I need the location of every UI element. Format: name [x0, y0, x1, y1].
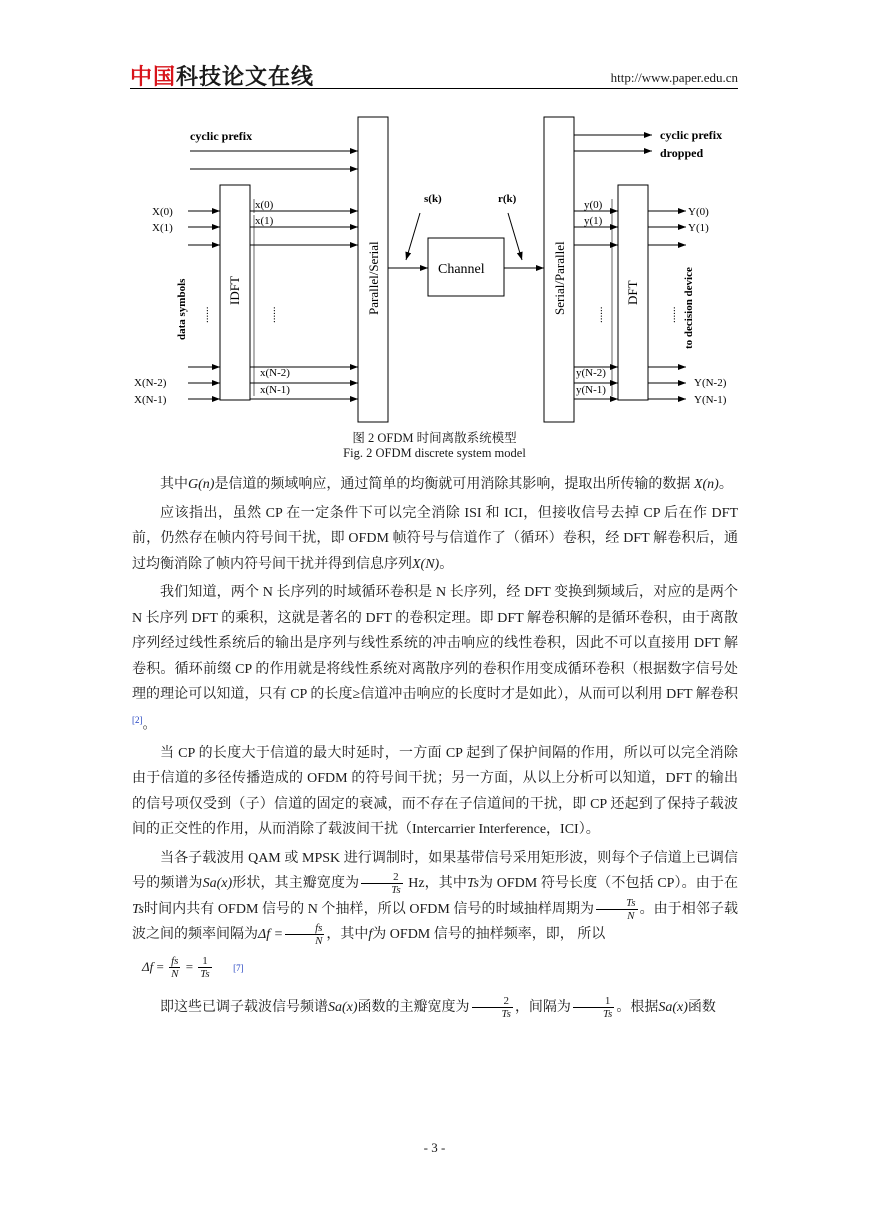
frac-den: N	[171, 968, 179, 981]
eq-equals-1: =	[156, 958, 164, 974]
p3-text-a: 我们知道，两个 N 长序列的时域循环卷积是 N 长序列，经 DFT 变换到频域后，对应的是两个 N 长序列 DFT 的乘积，这就是著名的 DFT 的卷积定理。即 DFT 解卷积解的是循环卷积，由于离散序列经过线性系统后的输出是序列与线性系统的冲击响应的线性卷积，因此不可以直接用 DFT 解卷积。循环前缀 CP 的作用就是将线性系统对离散序列的卷积作用变成循环卷积（根据数字信号处理的理论可以知道，只有 CP 的长度≥信道冲击响应的长度时才是如此），从而可以利用 DFT 解卷积	[132, 585, 738, 702]
p5-math-Ts-1: Ts	[466, 876, 479, 892]
frac-num: fs	[285, 922, 324, 935]
decision-device-label: to decision device	[683, 267, 695, 349]
paragraph-5	[132, 846, 738, 948]
frac-den: Ts	[200, 968, 210, 981]
p6-math-Sax-2: Sa(x)	[658, 1000, 688, 1016]
p5-math-f: f	[368, 927, 373, 943]
YN1-output-label: Y(N-1)	[694, 394, 727, 406]
x1-input-label: X(1)	[152, 222, 173, 234]
yn1-label: y(N-1)	[576, 384, 606, 396]
frac-num: Ts	[596, 897, 637, 910]
cyclic-prefix-label: cyclic prefix	[190, 129, 253, 143]
p6-frac-2-over-Ts	[472, 995, 513, 1020]
y0-label: y(0)	[584, 199, 603, 211]
p2-text-a: 应该指出，虽然 CP 在一定条件下可以完全消除 ISI 和 ICI，但接收信号去掉 CP 后在作 DFT 前，仍然存在帧内符号间干扰，即 OFDM 帧符号与信道作了（循环）卷积，经 DFT 解卷积后，通过均衡消除了帧内符号间干扰并得到信息序列	[132, 505, 738, 572]
idft-label: IDFT	[227, 276, 242, 305]
p5-text-a: 当各子载波用 QAM 或 MPSK 进行调制时，如果基带信号采用矩形波，则每个子信道上已调信号的频谱为	[132, 850, 738, 892]
page-number: - 3 -	[423, 1140, 446, 1155]
p5-frac-2-over-Ts	[361, 871, 402, 896]
paragraph-4: 当 CP 的长度大于信道的最大时延时，一方面 CP 起到了保护间隔的作用，所以可以完全消除由于信道的多径传播造成的 OFDM 的符号间干扰；另一方面，从以上分析可以知道，DFT 的输出的信号项仅受到（子）信道的固定的衰减，而不存在子信道间的干扰，即 CP 还起到了保持子载波间的正交性的作用，从而消除了载波间干扰（Intercarrier Interference，ICI）。	[132, 745, 738, 838]
frac-den: Ts	[391, 884, 401, 897]
frac-num: 2	[472, 995, 513, 1008]
xn1-input-label: X(N-1)	[134, 394, 167, 406]
frac-den: Ts	[501, 1008, 511, 1021]
p6-text-e: 函数	[687, 1000, 716, 1016]
frac-num: fs	[171, 955, 179, 968]
p5-math-df: Δf =	[258, 927, 284, 943]
Y1-output-label: Y(1)	[688, 222, 709, 234]
YN2-output-label: Y(N-2)	[694, 377, 727, 389]
p3-reference[interactable]: [2]	[132, 714, 143, 725]
sk-label: s(k)	[424, 193, 442, 205]
p6-text-d: 。根据	[616, 1000, 659, 1016]
input-dots: ......	[199, 306, 211, 323]
Y0-output-label: Y(0)	[688, 206, 709, 218]
output-dots: ......	[666, 306, 678, 323]
eq-df: Δf	[142, 958, 154, 974]
paragraph-3	[132, 580, 738, 738]
xn1-label: x(N-1)	[260, 384, 290, 396]
eq-frac-fs-over-N	[169, 955, 180, 980]
p6-math-Sax-1: Sa(x)	[328, 1000, 358, 1016]
rk-label: r(k)	[498, 193, 517, 205]
paragraph-1	[132, 472, 738, 498]
mid-dots-2: ......	[593, 306, 605, 323]
p5-text-c: Hz，其中	[404, 876, 467, 892]
x1-label: x(1)	[255, 215, 274, 227]
p6-text-c: ，间隔为	[514, 1000, 571, 1016]
p5-text-e: 时间内共有 OFDM 信号的 N 个抽样，所以 OFDM 信号的时域抽样周期为	[143, 901, 595, 917]
header-url: http://www.paper.edu.cn	[610, 70, 738, 85]
p1-text-c: 。	[718, 477, 733, 492]
eq-reference[interactable]: [7]	[233, 962, 244, 973]
mid-dots-1: ......	[266, 306, 278, 323]
parallel-serial-label: Parallel/Serial	[366, 241, 381, 315]
p1-text-b: 是信道的频域响应，通过简单的均衡就可用消除其影响，提取出所传输的数据	[214, 477, 691, 492]
frac-den: N	[627, 909, 635, 922]
p5-text-h: 为 OFDM 信号的抽样频率，即， 所以	[372, 927, 606, 943]
p5-text-f: 。由于相邻子载波之间的频率间隔为	[132, 901, 738, 943]
yn2-label: y(N-2)	[576, 367, 606, 379]
logo-black-text: 科技论文在线	[176, 65, 315, 90]
p5-math-Sax: Sa(x)	[202, 876, 233, 892]
y1-label: y(1)	[584, 215, 603, 227]
x0-label: x(0)	[255, 199, 274, 211]
figure-caption-cn: 图 2 OFDM 时间离散系统模型	[352, 431, 517, 445]
p2-text-b: 。	[439, 556, 454, 572]
paragraph-6	[132, 995, 738, 1021]
frac-num: 1	[573, 995, 614, 1008]
xn2-input-label: X(N-2)	[134, 377, 167, 389]
logo-red-text: 中国	[130, 65, 177, 90]
channel-label: Channel	[438, 262, 485, 277]
cyclic-prefix-dropped-label-2: dropped	[660, 146, 704, 160]
p5-text-d: 为 OFDM 符号长度（不包括 CP）。由于在	[478, 876, 738, 892]
equation-df	[132, 954, 738, 982]
dft-label: DFT	[625, 280, 640, 305]
cyclic-prefix-dropped-label-1: cyclic prefix	[660, 128, 723, 142]
p6-text-a: 即这些已调子载波信号频谱	[160, 1000, 328, 1016]
figure-caption-en: Fig. 2 OFDM discrete system model	[343, 446, 526, 460]
data-symbols-label: data symbols	[176, 278, 188, 340]
frac-den: Ts	[602, 1008, 613, 1021]
xn2-label: x(N-2)	[260, 367, 290, 379]
p6-text-b: 函数的主瓣宽度为	[357, 1000, 470, 1016]
p2-math-XN: X(N)	[412, 556, 440, 572]
journal-logo	[130, 60, 314, 91]
ofdm-system-diagram	[130, 105, 740, 435]
p5-frac-Ts-over-N	[596, 897, 637, 922]
body-text	[132, 472, 738, 1024]
p1-text-a: 其中	[160, 477, 188, 492]
serial-parallel-label: Serial/Parallel	[552, 241, 567, 315]
p1-math-Gn: G(n)	[188, 477, 215, 492]
p1-math-Xn: X(n)	[693, 477, 719, 492]
frac-den: N	[315, 935, 323, 948]
header-rule	[130, 88, 738, 89]
p5-text-g: ，其中	[326, 927, 369, 943]
p5-frac-fs-over-N	[285, 922, 324, 947]
p3-text-b: 。	[142, 717, 157, 733]
paragraph-2	[132, 501, 738, 578]
x0-input-label: X(0)	[152, 206, 173, 218]
eq-frac-1-over-Ts	[198, 955, 211, 980]
p5-text-b: 形状，其主瓣宽度为	[232, 876, 360, 892]
frac-num: 2	[361, 871, 402, 884]
p5-math-Ts-2: Ts	[132, 901, 144, 917]
p6-frac-1-over-Ts	[573, 995, 614, 1020]
frac-num: 1	[198, 955, 211, 968]
eq-equals-2: =	[185, 958, 194, 974]
